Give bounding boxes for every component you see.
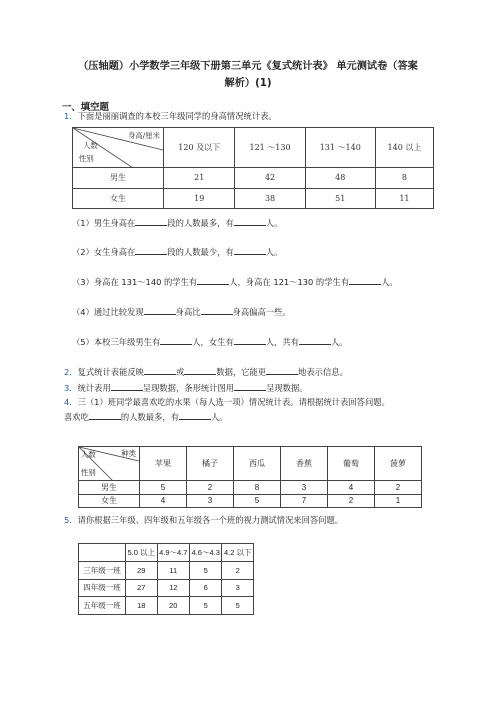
question-4-line-2: 喜欢吃 的人数最多，有 人。 bbox=[64, 412, 228, 422]
row-label: 男生 bbox=[79, 481, 140, 495]
table-cell: 27 bbox=[126, 579, 158, 597]
answer-blank[interactable] bbox=[111, 381, 143, 391]
question-1-part-1: （1）男生身高在 段的人数最多，有 人。 bbox=[72, 218, 283, 228]
table-cell: 20 bbox=[157, 597, 189, 615]
corner-label-height: 身高/厘米 bbox=[127, 131, 160, 140]
title-line-2: 解析）(1) bbox=[224, 78, 272, 89]
table-cell: 4 bbox=[328, 481, 375, 495]
answer-blank[interactable] bbox=[266, 365, 298, 375]
column-header bbox=[79, 544, 126, 562]
section-heading: 一、填空题 bbox=[62, 102, 109, 113]
table-cell: 2 bbox=[375, 481, 422, 495]
corner-label-count: 人数 bbox=[81, 450, 96, 459]
answer-blank[interactable] bbox=[135, 245, 167, 255]
row-label: 女生 bbox=[73, 188, 164, 209]
vision-table bbox=[78, 543, 254, 615]
row-label: 男生 bbox=[73, 168, 164, 189]
answer-blank[interactable] bbox=[144, 365, 176, 375]
table-row bbox=[73, 168, 434, 189]
column-header: 菠萝 bbox=[375, 447, 422, 481]
column-header: 5.0 以上 bbox=[126, 544, 158, 562]
question-number: 1． bbox=[64, 111, 78, 121]
answer-blank[interactable] bbox=[89, 410, 121, 420]
table-cell: 2 bbox=[187, 481, 234, 495]
column-header: 西瓜 bbox=[234, 447, 281, 481]
answer-blank[interactable] bbox=[234, 245, 266, 255]
table-cell: 5 bbox=[222, 597, 254, 615]
document-title bbox=[60, 58, 436, 92]
answer-blank[interactable] bbox=[299, 335, 331, 345]
table-cell: 4 bbox=[140, 494, 187, 508]
column-header: 4.9～4.7 bbox=[157, 544, 189, 562]
table-cell: 18 bbox=[126, 597, 158, 615]
column-header: 131 ～140 bbox=[305, 128, 375, 168]
corner-label-count: 人数 bbox=[83, 141, 98, 150]
table-cell: 11 bbox=[375, 188, 433, 209]
question-4: 4．三（1）班同学最喜欢吃的水果（每人选一项）情况统计表。请根据统计表回答问题。 bbox=[64, 397, 390, 407]
question-2: 2．复式统计表能反映 或 数据，它能更 地表示信息。 bbox=[64, 367, 348, 377]
table-row bbox=[79, 579, 254, 597]
row-label: 女生 bbox=[79, 494, 140, 508]
corner-label-gender: 性别 bbox=[79, 154, 94, 163]
answer-blank[interactable] bbox=[160, 335, 192, 345]
table-cell: 29 bbox=[126, 562, 158, 580]
column-header: 香蕉 bbox=[281, 447, 328, 481]
table-cell: 7 bbox=[281, 494, 328, 508]
table-cell: 2 bbox=[222, 562, 254, 580]
row-label: 三年级一班 bbox=[79, 562, 126, 580]
table-row bbox=[79, 562, 254, 580]
table-cell: 1 bbox=[375, 494, 422, 508]
answer-blank[interactable] bbox=[234, 335, 266, 345]
table-cell: 6 bbox=[189, 579, 221, 597]
table-cell: 42 bbox=[235, 168, 305, 189]
table-cell: 5 bbox=[189, 562, 221, 580]
question-1-part-5: （5）本校三年级男生有 人，女生有 人，共有 人。 bbox=[72, 337, 348, 347]
table-cell: 38 bbox=[235, 188, 305, 209]
table-cell: 8 bbox=[375, 168, 433, 189]
question-5: 5．请你根据三年级、四年级和五年级各一个班的视力测试情况来回答问题。 bbox=[64, 515, 344, 525]
table-corner-cell bbox=[73, 128, 164, 168]
table-cell: 2 bbox=[328, 494, 375, 508]
answer-blank[interactable] bbox=[135, 216, 167, 226]
table-cell: 3 bbox=[281, 481, 328, 495]
table-cell: 21 bbox=[164, 168, 235, 189]
table-cell: 48 bbox=[305, 168, 375, 189]
column-header: 120 及以下 bbox=[164, 128, 235, 168]
column-header: 4.2 以下 bbox=[222, 544, 254, 562]
question-text: 下面是丽丽调查的本校三年级同学的身高情况统计表。 bbox=[77, 111, 277, 121]
column-header: 121 ～130 bbox=[235, 128, 305, 168]
column-header: 橘子 bbox=[187, 447, 234, 481]
table-row bbox=[79, 494, 422, 508]
answer-blank[interactable] bbox=[349, 275, 381, 285]
question-1 bbox=[64, 110, 277, 122]
question-3: 3．统计表用 呈现数据，条形统计图用 呈现数据。 bbox=[64, 383, 308, 393]
table-cell: 11 bbox=[157, 562, 189, 580]
table-cell: 5 bbox=[189, 597, 221, 615]
answer-blank[interactable] bbox=[179, 410, 211, 420]
answer-blank[interactable] bbox=[144, 305, 176, 315]
answer-blank[interactable] bbox=[234, 381, 266, 391]
table-cell: 51 bbox=[305, 188, 375, 209]
answer-blank[interactable] bbox=[201, 305, 233, 315]
table-cell: 3 bbox=[187, 494, 234, 508]
column-header: 葡萄 bbox=[328, 447, 375, 481]
table-cell: 5 bbox=[140, 481, 187, 495]
corner-label-kind: 种类 bbox=[121, 449, 136, 458]
table-row bbox=[79, 481, 422, 495]
table-cell: 19 bbox=[164, 188, 235, 209]
corner-label-gender: 性别 bbox=[81, 468, 96, 477]
table-row bbox=[79, 597, 254, 615]
column-header: 苹果 bbox=[140, 447, 187, 481]
table-cell: 12 bbox=[157, 579, 189, 597]
table-cell: 3 bbox=[222, 579, 254, 597]
answer-blank[interactable] bbox=[197, 275, 229, 285]
row-label: 四年级一班 bbox=[79, 579, 126, 597]
column-header: 4.6～4.3 bbox=[189, 544, 221, 562]
answer-blank[interactable] bbox=[184, 365, 216, 375]
row-label: 五年级一班 bbox=[79, 597, 126, 615]
table-cell: 8 bbox=[234, 481, 281, 495]
table-corner-cell bbox=[79, 447, 140, 481]
fruit-table bbox=[78, 446, 422, 508]
answer-blank[interactable] bbox=[234, 216, 266, 226]
title-line-1: （压轴题）小学数学三年级下册第三单元《复式统计表》 单元测试卷（答案 bbox=[78, 61, 418, 72]
column-header: 140 以上 bbox=[375, 128, 433, 168]
question-1-part-3: （3）身高在 131～140 的学生有 人，身高在 121～130 的学生有 人。 bbox=[72, 277, 398, 287]
table-cell: 5 bbox=[234, 494, 281, 508]
table-row bbox=[73, 188, 434, 209]
question-1-part-4: （4）通过比较发现 身高比 身高偏高一些。 bbox=[72, 307, 291, 317]
height-table bbox=[72, 127, 434, 209]
question-1-part-2: （2）女生身高在 段的人数最少，有 人。 bbox=[72, 247, 283, 257]
